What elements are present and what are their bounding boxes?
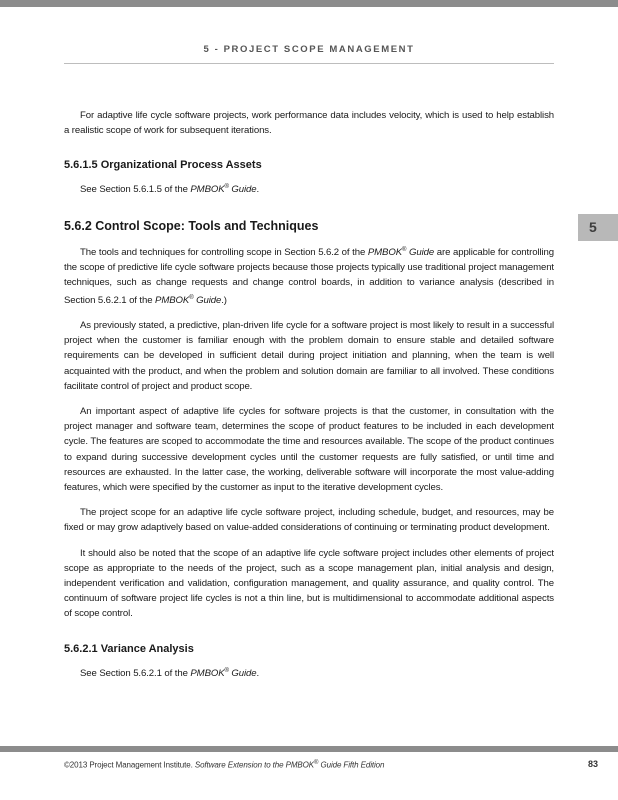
page-number: 83 <box>587 759 598 769</box>
text-pmbok: PMBOK <box>190 667 225 679</box>
paragraph-adaptive-aspect: An important aspect of adaptive life cycles for software projects is that the customer, in consultation with the project manager and software team, determines the scope of product features to be included in each development cycle. The features are scoped to accommodate the time and resources available. The scope of the product continues to expand during successive development cycles until the customer requests are fully satisfied, or until time and resources are exhausted. In the latter case, the working, deliverable software will incorporate the most value-adding features, which were specified by the customer as input to the iterative development cycles. <box>64 406 554 494</box>
footer-rule <box>0 746 618 752</box>
registered-mark: ® <box>314 760 319 766</box>
paragraph-intro: For adaptive life cycle software projects, work performance data includes velocity, which is used to help establish a realistic scope of work for subsequent iterations. <box>64 110 554 137</box>
text-guide: Guide <box>228 667 257 679</box>
text-guide: Guide <box>193 294 222 306</box>
registered-mark: ® <box>224 667 229 674</box>
footer-copyright <box>64 760 384 770</box>
text-guide: Guide <box>228 184 257 196</box>
text-see-section: See Section 5.6.1.5 of the <box>80 184 191 196</box>
paragraph-5-6-1-5 <box>64 180 554 197</box>
heading-5-6-1-5: 5.6.1.5 Organizational Process Assets <box>64 159 262 172</box>
paragraph-scope-elements: It should also be noted that the scope of an adaptive life cycle software project includes other elements of project scope as appropriate to the needs of the project, such as a scope management plan, initial analysis and design, independent verification and validation, configuration management, and quality assurance, and quality control. The continuum of software project life cycles is not a thin line, but is multidimensional to accommodate additional aspects of scope control. <box>64 547 554 620</box>
text-pmbok: PMBOK <box>190 184 225 196</box>
text-p1-suffix: are applicable for controlling the scope of predictive life cycle software projects because those projects typically use traditional project management techniques, such as change requests and change control boards, in addition to variance analysis (described in Section 5.6.2.1 of the <box>64 246 555 306</box>
text-guide: Guide <box>406 246 435 258</box>
text-see-section: See Section 5.6.2.1 of the <box>80 667 191 679</box>
book-title-part-b: Guide Fifth Edition <box>318 760 385 770</box>
registered-mark: ® <box>402 246 407 253</box>
paragraph-tools-techniques <box>64 243 554 308</box>
heading-5-6-2-1: 5.6.2.1 Variance Analysis <box>64 642 194 655</box>
registered-mark: ® <box>189 294 194 301</box>
copyright-text: ©2013 Project Management Institute. <box>64 760 195 770</box>
chapter-tab: 5 <box>578 214 618 241</box>
paragraph-adaptive-scope: The project scope for an adaptive life cycle software project, including schedule, budget, and resources, may be fixed or may grow adaptively based on value-added considerations of continuing or terminating product development. <box>64 507 554 534</box>
text-p1-prefix: The tools and techniques for controlling scope in Section 5.6.2 of the <box>80 246 368 258</box>
page-header <box>0 0 618 70</box>
paragraph-5-6-2-1 <box>64 664 554 681</box>
text-period: . <box>256 184 260 196</box>
text-pmbok: PMBOK <box>155 294 190 306</box>
page-footer <box>0 746 618 800</box>
header-top-rule <box>0 0 618 7</box>
text-period: . <box>256 667 260 679</box>
running-header-title: 5 - PROJECT SCOPE MANAGEMENT <box>203 44 415 55</box>
book-title-part-a: Software Extension to the PMBOK <box>194 760 315 770</box>
registered-mark: ® <box>224 184 229 191</box>
header-divider <box>64 63 554 64</box>
page-content <box>64 108 554 691</box>
paragraph-predictive: As previously stated, a predictive, plan-driven life cycle for a software project is most likely to result in a successful project when the customer is familiar enough with the problem domain to ensure stable and detailed software requirements can be developed in sufficient detail during project initiation and planning, when the team is well acquainted with the product, and when the problem and solution domain are familiar to all involved. These conditions facilitate control of project and product scope. <box>64 319 554 392</box>
heading-5-6-2: 5.6.2 Control Scope: Tools and Techniques <box>64 218 319 233</box>
text-p1-end: .) <box>221 294 227 306</box>
text-pmbok: PMBOK <box>367 246 402 258</box>
